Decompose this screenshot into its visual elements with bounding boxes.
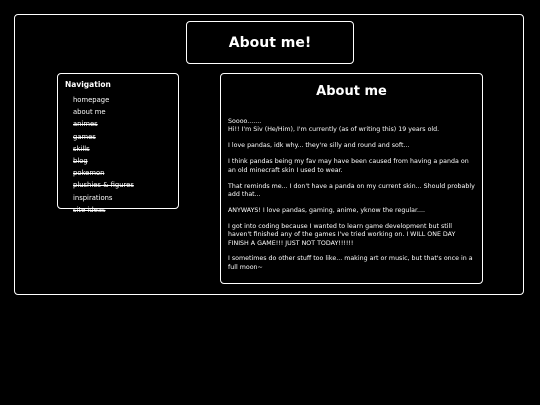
navigation-heading: Navigation <box>65 80 111 89</box>
nav-link-homepage[interactable]: homepage <box>73 96 110 104</box>
nav-link-blog[interactable]: blog <box>73 156 88 165</box>
about-paragraph: I got into coding because I wanted to learn game development but still haven't finished any of the games I've tried working on. I WILL ONE DAY FINISH A GAME!!! JUST NOT TODAY!!!!!! <box>228 222 456 247</box>
header-box <box>186 21 354 64</box>
nav-link-animes[interactable]: animes <box>73 120 98 129</box>
nav-link-inspirations[interactable]: inspirations <box>73 193 113 202</box>
nav-link-plushies-figures[interactable]: plushies & figures <box>73 181 134 190</box>
about-paragraph: That reminds me... I don't have a panda on my current skin... Should probably add that... <box>228 182 475 198</box>
navigation-list <box>73 94 134 216</box>
about-text <box>228 118 476 280</box>
about-panel <box>220 73 483 284</box>
about-paragraph: ANYWAYS! I love pandas, gaming, anime, yknow the regular.... <box>228 206 425 214</box>
about-paragraph: I sometimes do other stuff too like... making art or music, but that's once in a full moon~ <box>228 255 473 271</box>
navigation-panel <box>57 73 179 214</box>
about-heading: About me <box>316 84 387 99</box>
nav-link-pokemon[interactable]: pokemon <box>73 169 105 178</box>
page-title: About me! <box>228 34 312 51</box>
nav-link-site-ideas[interactable]: site ideas <box>73 205 106 214</box>
nav-link-about-me[interactable]: about me <box>73 108 106 117</box>
about-paragraph: I think pandas being my fav may have been caused from having a panda on an old minecraft skin I used to wear. <box>228 158 469 174</box>
nav-link-skills[interactable]: skills <box>73 144 90 153</box>
about-paragraph: Soooo....... Hi!! I'm Siv (He/Him), I'm currently (as of writing this) 19 years old. <box>228 118 440 134</box>
about-paragraph: I love pandas, idk why... they're silly and round and soft... <box>228 142 410 150</box>
nav-link-games[interactable]: games <box>73 132 96 141</box>
